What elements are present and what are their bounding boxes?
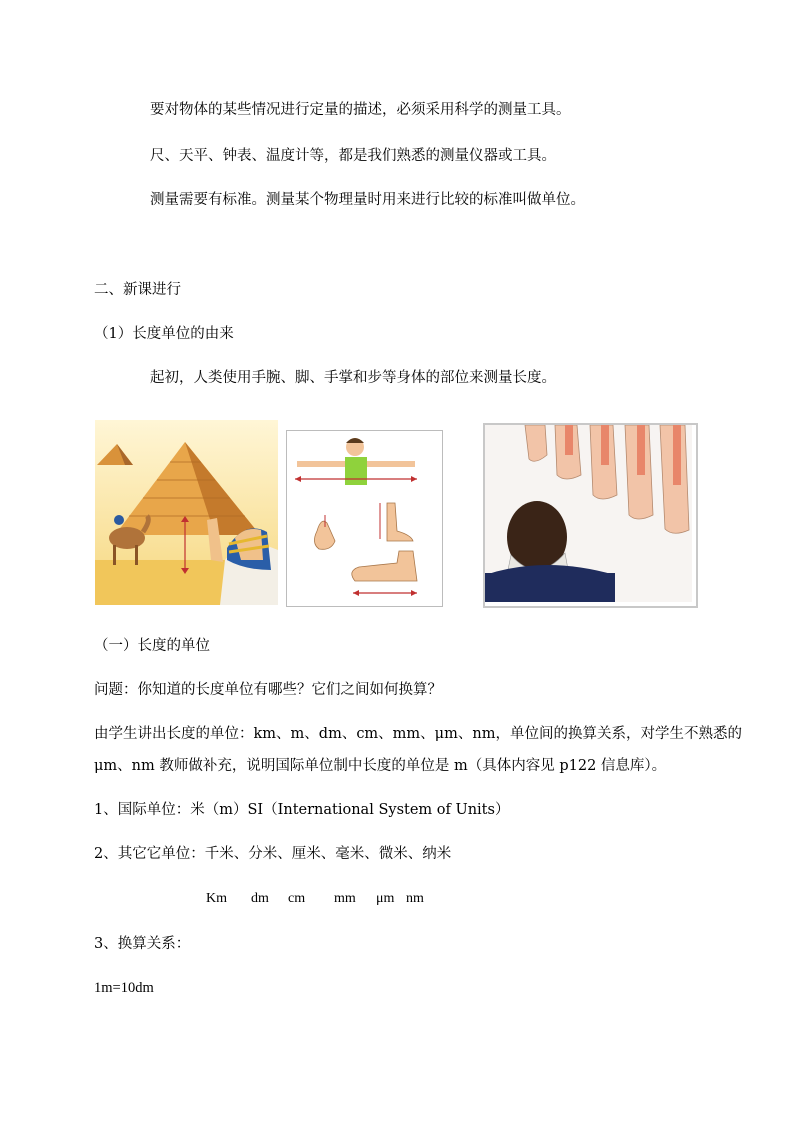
subsection-heading: （1）长度单位的由来 [94, 326, 234, 342]
unit-abbr: μm [376, 891, 395, 906]
section-heading: 二、新课进行 [94, 282, 181, 298]
units-paragraph-line-2: μm、nm 教师做补充，说明国际单位制中长度的单位是 m（具体内容见 p122 信息库）。 [94, 758, 667, 774]
units-paragraph-line-1: 由学生讲出长度的单位：km、m、dm、cm、mm、μm、nm，单位间的换算关系，对学生不熟悉的 [94, 726, 742, 742]
pyramid-illustration [95, 420, 278, 605]
question-text: 问题：你知道的长度单位有哪些？它们之间如何换算？ [94, 682, 442, 698]
body-measurement-illustration [286, 430, 443, 607]
subsection-text: 起初，人类使用手腕、脚、手掌和步等身体的部位来测量长度。 [150, 370, 556, 386]
intro-paragraph-1: 要对物体的某些情况进行定量的描述，必须采用科学的测量工具。 [150, 102, 571, 118]
units-heading: （一）长度的单位 [94, 638, 210, 654]
feet-measurement-illustration [483, 423, 698, 608]
unit-abbr: Km [206, 891, 227, 906]
list-item-si-unit: 1、国际单位：米（m）SI（International System of Units） [94, 802, 510, 818]
list-item-conversion: 3、换算关系： [94, 936, 191, 952]
unit-abbr: dm [251, 891, 269, 906]
list-item-other-units: 2、其它它单位：千米、分米、厘米、毫米、微米、纳米 [94, 846, 452, 862]
unit-abbr: nm [406, 891, 424, 906]
unit-abbr: cm [288, 891, 306, 906]
intro-paragraph-2: 尺、天平、钟表、温度计等，都是我们熟悉的测量仪器或工具。 [150, 148, 556, 164]
intro-paragraph-3: 测量需要有标准。测量某个物理量时用来进行比较的标准叫做单位。 [150, 192, 585, 208]
unit-abbr: mm [334, 891, 356, 906]
conversion-formula: 1m=10dm [94, 980, 154, 996]
unit-abbreviations [206, 888, 424, 909]
